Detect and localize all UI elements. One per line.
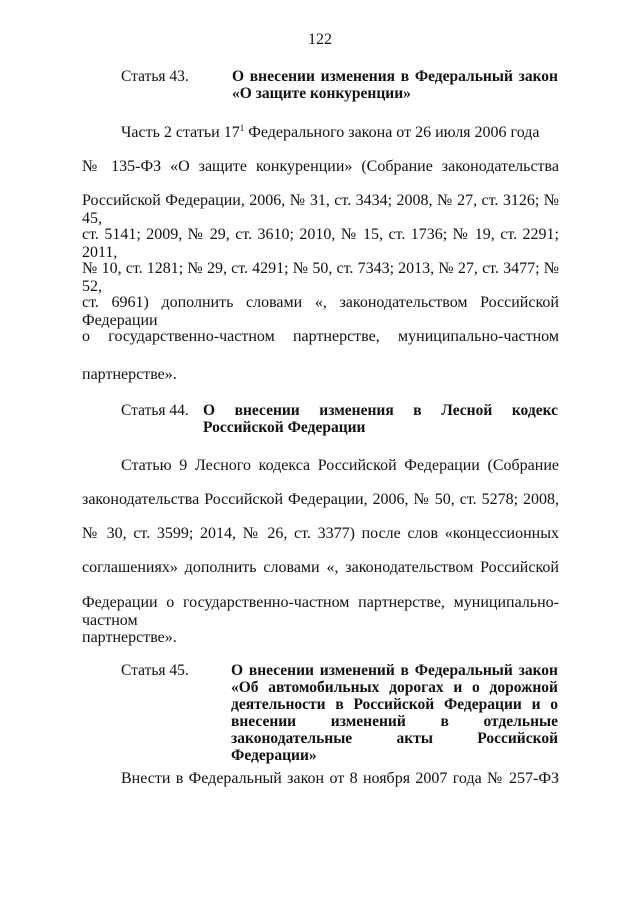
article-44-line-5: Федерации о государственно-частном партнерстве, муниципально-частном bbox=[82, 594, 559, 629]
article-43-line-1: Часть 2 статьи $17^1$ Федерального закона от 26 июля 2006 года bbox=[121, 123, 540, 141]
article-44-line-2: законодательства Российской Федерации, 2006, № 50, ст. 5278; 2008, bbox=[82, 491, 559, 508]
article-43-label: Статья 43. bbox=[121, 68, 189, 85]
article-43-heading bbox=[121, 68, 558, 102]
article-44-label: Статья 44. bbox=[121, 402, 189, 419]
page-number: 122 bbox=[308, 31, 332, 48]
article-43-line-2: № 135-ФЗ «О защите конкуренции» (Собрание законодательства bbox=[82, 158, 559, 175]
article-43-line-4: ст. 5141; 2009, № 29, ст. 3610; 2010, № 15, ст. 1736; № 19, ст. 2291; 2011, bbox=[82, 226, 559, 261]
article-44-title: О внесении изменения в Лесной кодекс Российской Федерации bbox=[203, 402, 558, 436]
article-45-title: О внесении изменений в Федеральный закон «Об автомобильных дорогах и о дорожной деятельности в Российской Федерации и о внесении изменений в отдельные законодательные акты Российской Федерации» bbox=[231, 662, 558, 764]
article-43-line-3: Российской Федерации, 2006, № 31, ст. 3434; 2008, № 27, ст. 3126; № 45, bbox=[82, 192, 559, 227]
article-44-line-1: Статью 9 Лесного кодекса Российской Федерации (Собрание bbox=[121, 457, 559, 474]
article-43-title: О внесении изменения в Федеральный закон «О защите конкуренции» bbox=[232, 68, 558, 102]
article-45-line-1: Внести в Федеральный закон от 8 ноября 2007 года № 257-ФЗ bbox=[121, 770, 559, 787]
article-44-line-6: партнерстве». bbox=[82, 629, 177, 646]
article-45-heading bbox=[121, 662, 558, 764]
article-43-line-8: партнерстве». bbox=[82, 366, 177, 383]
article-43-line-6: ст. 6961) дополнить словами «, законодательством Российской Федерации bbox=[82, 294, 559, 329]
article-44-heading bbox=[121, 402, 558, 436]
article-45-label: Статья 45. bbox=[121, 662, 189, 679]
article-44-line-3: № 30, ст. 3599; 2014, № 26, ст. 3377) после слов «концессионных bbox=[82, 525, 559, 542]
article-44-line-4: соглашениях» дополнить словами «, законодательством Российской bbox=[82, 559, 559, 576]
article-43-line-7: о государственно-частном партнерстве, муниципально-частном bbox=[82, 328, 559, 345]
article-43-line-5: № 10, ст. 1281; № 29, ст. 4291; № 50, ст. 7343; 2013, № 27, ст. 3477; № 52, bbox=[82, 260, 559, 295]
